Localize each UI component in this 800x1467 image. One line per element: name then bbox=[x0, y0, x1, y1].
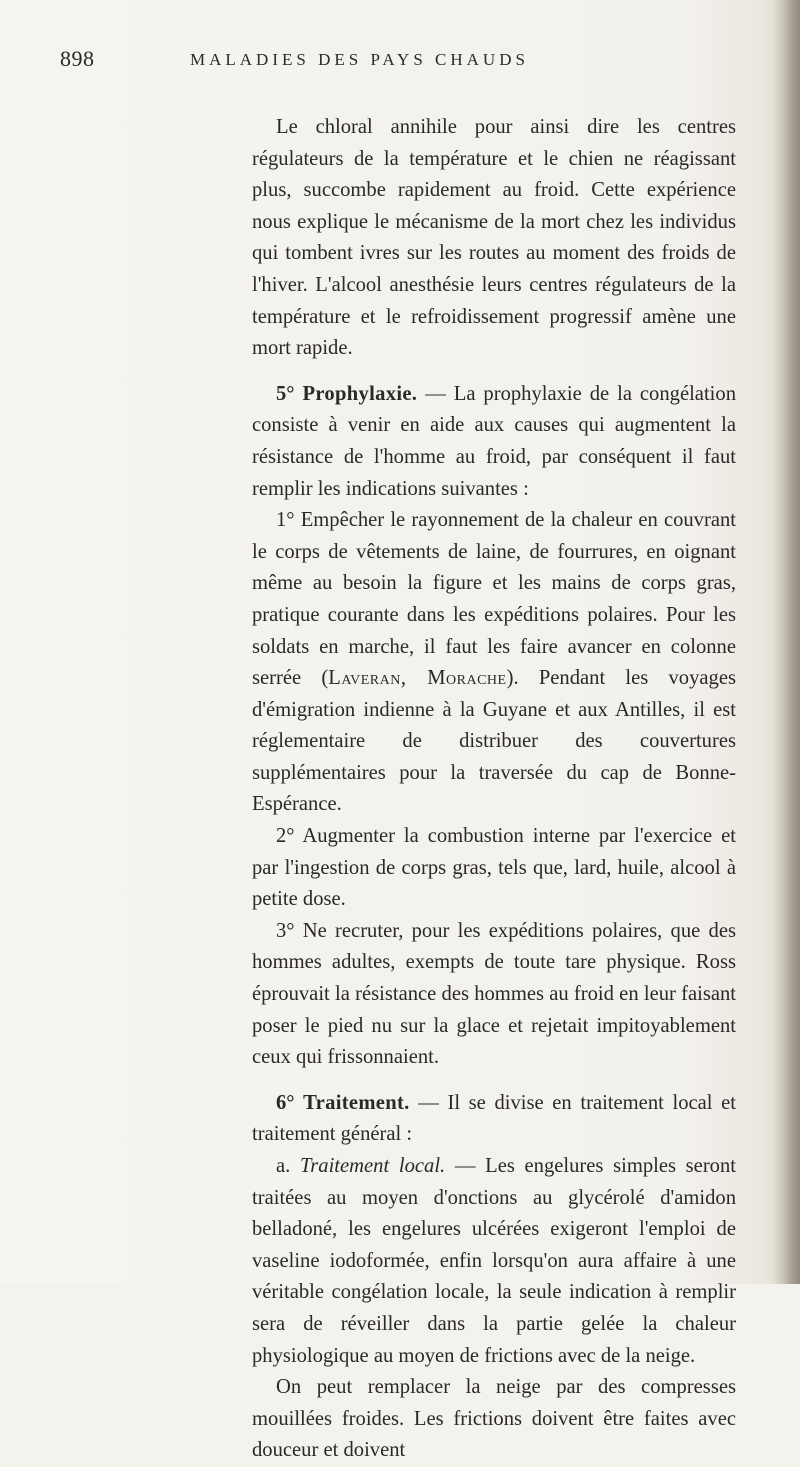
paragraph-compresses: On peut remplacer la neige par des compresses mouillées froides. Les frictions doivent être faites avec douceur et doivent bbox=[252, 1376, 736, 1462]
subsection-traitement-local bbox=[252, 1151, 736, 1372]
page-binding-edge bbox=[772, 0, 800, 1284]
subsection-text: — Les engelures simples seront traitées au moyen d'onctions au glycérolé d'amidon belladoné, les engelures ulcérées exigeront l'emploi de vaseline iodoformée, enfin lorsqu'on aura affaire à une véritable congélation locale, la seule indication à remplir sera de réveiller dans la partie gelée la chaleur physiologique au moyen de frictions avec de la neige. bbox=[252, 1155, 736, 1367]
running-head: MALADIES DES PAYS CHAUDS bbox=[190, 50, 529, 69]
list-item-1 bbox=[252, 505, 736, 821]
section-traitement bbox=[252, 1088, 736, 1151]
section-prophylaxie bbox=[252, 379, 736, 505]
section-text: — Il se divise en traitement local et traitement général : bbox=[252, 1091, 736, 1146]
page-header bbox=[60, 46, 740, 76]
body-text bbox=[252, 112, 736, 1467]
section-number: 6° bbox=[276, 1091, 304, 1114]
page-number: 898 bbox=[60, 46, 95, 71]
subsection-label: a. bbox=[276, 1155, 300, 1177]
list-item-text: ). Pendant les voyages d'émigration indienne à la Guyane et aux Antilles, il est réglementaire de distribuer des couvertures supplémentaires pour la traversée du cap de Bonne-Espérance. bbox=[252, 667, 736, 816]
list-item-2: 2° Augmenter la combustion interne par l'exercice et par l'ingestion de corps gras, tels que, lard, huile, alcool à petite dose. bbox=[252, 825, 736, 911]
section-heading-prophylaxie: Prophylaxie. bbox=[302, 382, 418, 405]
list-item-3: 3° Ne recruter, pour les expéditions polaires, que des hommes adultes, exempts de toute tare physique. Ross éprouvait la résistance des hommes au froid en leur faisant poser le pied nu sur la glace et rejetait impitoyablement ceux qui frissonnaient. bbox=[252, 919, 736, 1069]
list-item-text: 1° Empêcher le rayonnement de la chaleur en couvrant le corps de vêtements de laine, de fourrures, en oignant même au besoin la figure et les mains de corps gras, pratique courante dans les expéditions polaires. Pour les soldats en marche, il faut les faire avancer en colonne serrée ( bbox=[252, 509, 736, 690]
section-text: — La prophylaxie de la congélation consiste à venir en aide aux causes qui augmentent la résistance de l'homme au froid, par conséquent il faut remplir les indications suivantes : bbox=[252, 382, 736, 500]
section-number: 5° bbox=[276, 382, 303, 405]
subsection-title: Traitement local. bbox=[299, 1155, 446, 1177]
cited-authors: Laveran, Morache bbox=[328, 667, 507, 690]
section-heading-traitement: Traitement. bbox=[303, 1091, 410, 1114]
paragraph-chloral: Le chloral annihile pour ainsi dire les centres régulateurs de la température et le chien ne réagissant plus, succombe rapidement au froid. Cette expérience nous explique le mécanisme de la mort chez les individus qui tombent ivres sur les routes au moment des froids de l'hiver. L'alcool anesthésie leurs centres régulateurs de la température et le refroidissement progressif amène une mort rapide. bbox=[252, 116, 736, 360]
